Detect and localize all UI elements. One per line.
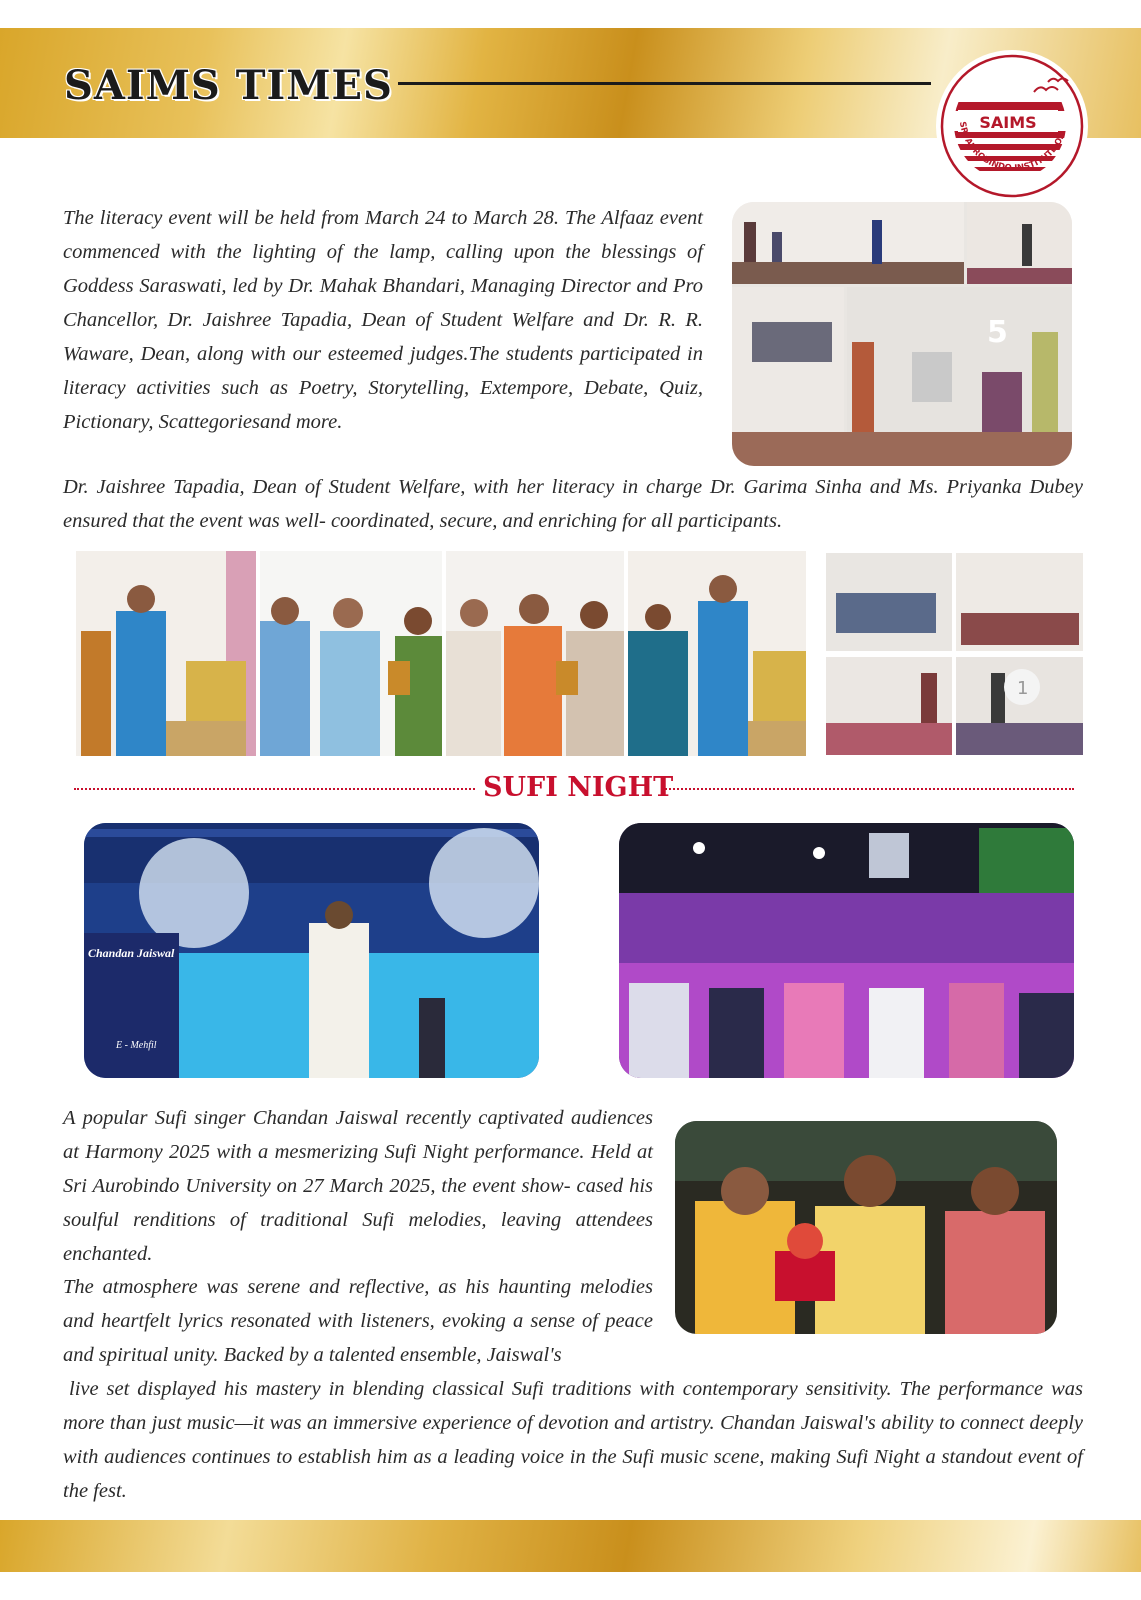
screen-number-label: 1 — [1017, 678, 1029, 699]
panel-number-label: 5 — [987, 315, 1008, 350]
logo-short-text: SAIMS — [979, 113, 1037, 132]
sufi-paragraph-1: A popular Sufi singer Chandan Jaiswal recently captivated audiences at Harmony 2025 with a mesmerizing Sufi Night performance. Held at Sri Aurobindo University on 27 March 2025, the event show- cased his soulful renditions of traditional Sufi melodies, leaving attendees enchanted. — [63, 1107, 653, 1265]
literacy-paragraph-1: The literacy event will be held from March 24 to March 28. The Alfaaz event commenced with the lighting of the lamp, calling upon the blessings of Goddess Saraswati, led by Dr. Mahak Bhandari, Managing Director and Pro Chancellor, Dr. Jaishree Tapadia, Dean of Student Welfare and Dr. R. R. Waware, Dean, along with our esteemed judges.The students participated in literacy activities such as Poetry, Storytelling, Extempore, Debate, Quiz, Pictionary, Scattegoriesand more. — [63, 207, 703, 433]
award-photo-2 — [446, 551, 624, 756]
sufi-paragraph-2: The atmosphere was serene and reflective, as his haunting melodies and heartfelt lyrics resonated with listeners, evoking a sense of peace and spiritual unity. Backed by a talented ensemble, Jaiswal's — [63, 1276, 653, 1366]
sufi-paragraph-3: live set displayed his mastery in blending classical Sufi traditions with contemporary sensitivity. The performance was more than just music—it was an immersive experience of devotion and artistry. Chandan Jaiswal's ability to connect deeply with audiences continues to establish him as a leading voice in the Sufi music scene, making Sufi Night a standout event of the fest. — [63, 1378, 1083, 1502]
lamp-lighting-photo-2 — [628, 551, 806, 756]
sufi-night-heading: SUFI NIGHT — [483, 772, 674, 803]
literacy-collage-photo — [732, 202, 1072, 466]
literacy-paragraph-2: Dr. Jaishree Tapadia, Dean of Student Welfare, with her literacy in charge Dr. Garima Sinha and Ms. Priyanka Dubey ensured that the event was well- coordinated, secure, and enriching for all participants. — [63, 476, 1083, 532]
footer-band — [0, 1520, 1141, 1572]
page-title: SAIMS TIMES — [64, 62, 393, 109]
sufi-divider-left — [74, 788, 475, 790]
lamp-lighting-photo-1 — [76, 551, 256, 756]
sufi-stage-photo — [84, 823, 539, 1078]
banner-sub-text: E - Mehfil — [116, 1040, 157, 1051]
saims-logo-icon — [938, 52, 1086, 200]
sufi-divider-right — [662, 788, 1074, 790]
award-photo-1 — [260, 551, 442, 756]
literacy-grid-collage — [826, 553, 1083, 755]
guests-photo — [675, 1121, 1057, 1334]
saims-logo — [938, 52, 1086, 200]
header-rule — [398, 82, 931, 85]
logo-ring-text: SRI AUROBINDO INSTITUTE OF — [956, 120, 1068, 174]
banner-name-text: Chandan Jaiswal — [88, 946, 175, 960]
sufi-crowd-photo — [619, 823, 1074, 1078]
